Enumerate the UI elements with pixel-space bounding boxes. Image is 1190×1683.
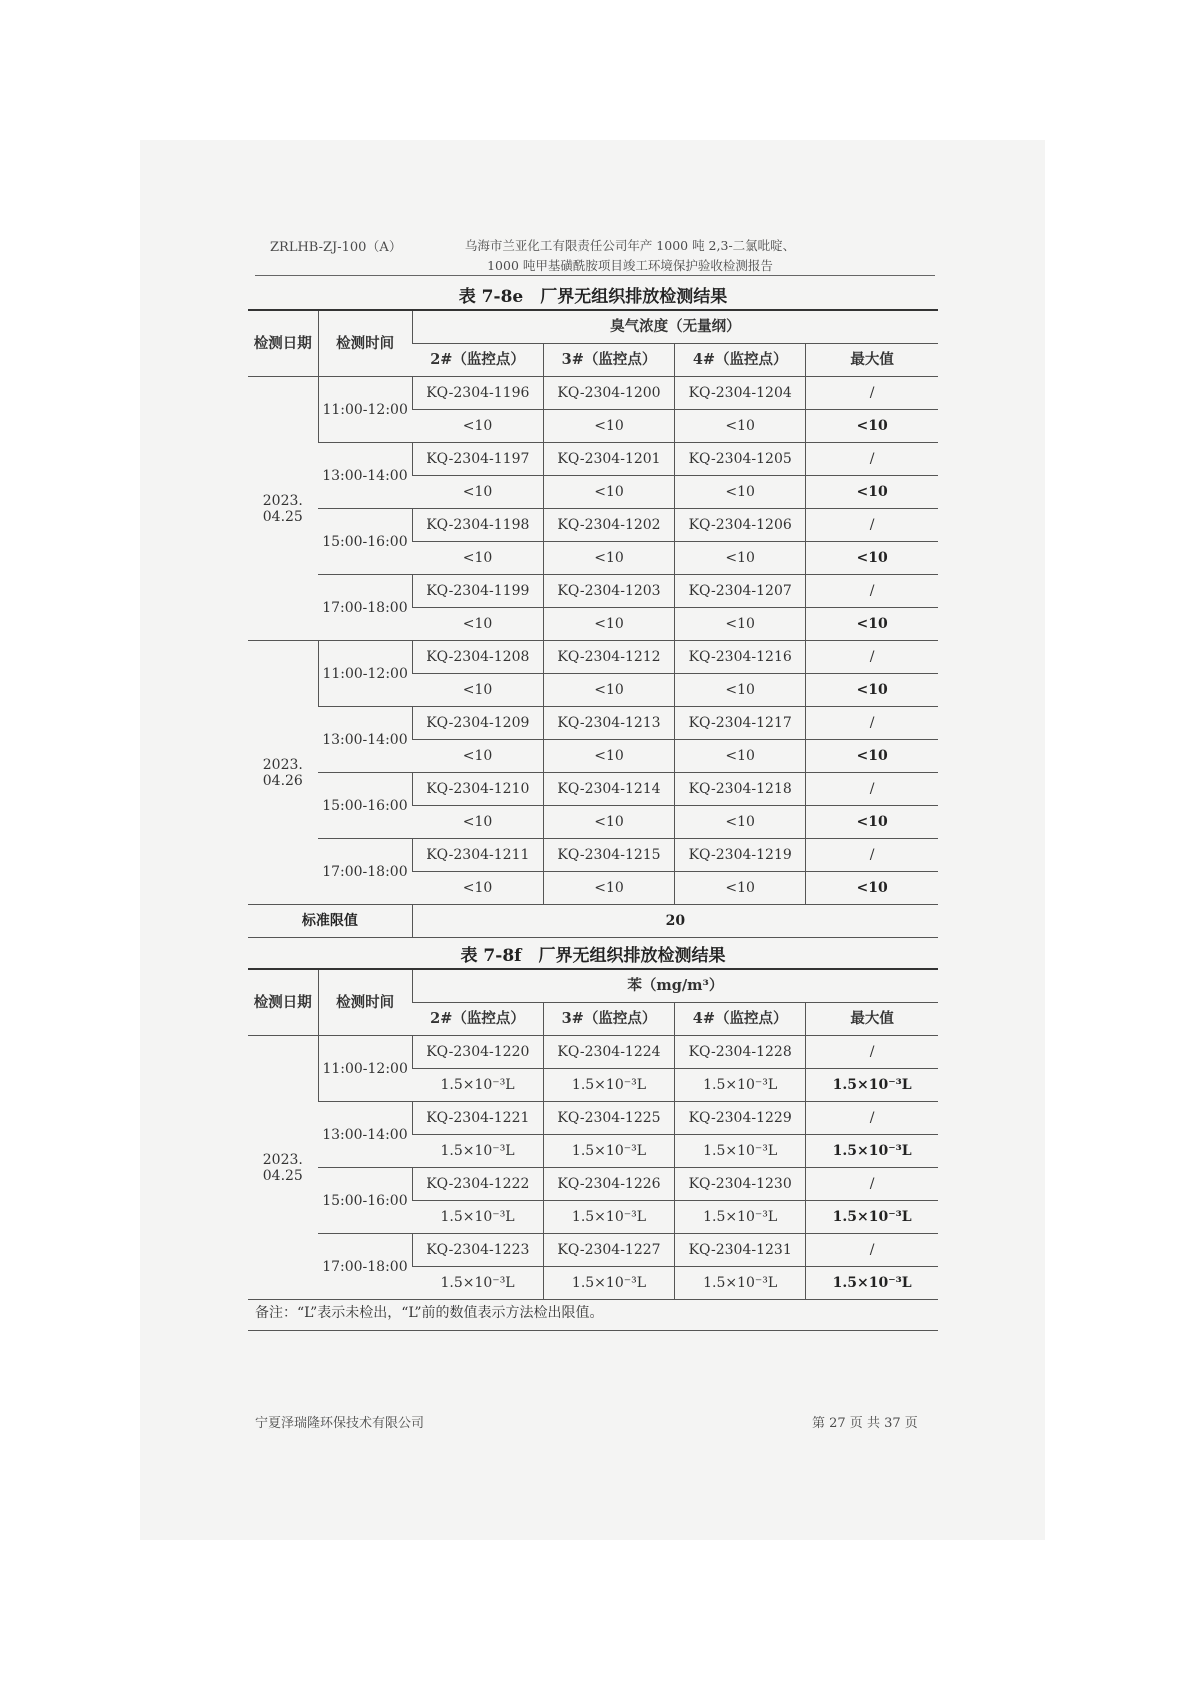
test-time-cell: 11:00-12:00 — [318, 377, 412, 443]
max-placeholder-cell: / — [806, 575, 938, 608]
test-date-cell: 2023. 04.25 — [248, 1036, 318, 1300]
sample-id-row — [248, 1168, 938, 1201]
max-placeholder-cell: / — [806, 509, 938, 542]
result-value-cell: <10 — [543, 410, 674, 443]
sample-id-cell: KQ-2304-1226 — [543, 1168, 674, 1201]
sample-id-cell: KQ-2304-1198 — [412, 509, 543, 542]
sample-id-cell: KQ-2304-1200 — [543, 377, 674, 410]
max-placeholder-cell: / — [806, 443, 938, 476]
table-7-8e-caption: 表 7-8e 厂界无组织排放检测结果 — [458, 287, 728, 307]
result-value-cell: 1.5×10⁻³L — [543, 1201, 674, 1234]
sample-id-cell: KQ-2304-1230 — [675, 1168, 806, 1201]
standard-limit-value: 20 — [412, 905, 938, 938]
sample-id-cell: KQ-2304-1221 — [412, 1102, 543, 1135]
test-time-cell: 13:00-14:00 — [318, 707, 412, 773]
test-time-cell: 15:00-16:00 — [318, 773, 412, 839]
result-value-cell: 1.5×10⁻³L — [412, 1201, 543, 1234]
sample-id-cell: KQ-2304-1227 — [543, 1234, 674, 1267]
sample-id-cell: KQ-2304-1206 — [675, 509, 806, 542]
odor-concentration-table — [248, 309, 938, 938]
header-max-value: 最大值 — [806, 344, 938, 377]
sample-id-cell: KQ-2304-1208 — [412, 641, 543, 674]
result-value-cell: <10 — [675, 542, 806, 575]
sample-id-cell: KQ-2304-1202 — [543, 509, 674, 542]
sample-id-cell: KQ-2304-1201 — [543, 443, 674, 476]
test-date-cell: 2023. 04.26 — [248, 641, 318, 905]
report-title-line-2: 1000 吨甲基磺酰胺项目竣工环境保护验收检测报告 — [487, 258, 773, 273]
result-value-cell: 1.5×10⁻³L — [675, 1069, 806, 1102]
sample-id-row — [248, 839, 938, 872]
max-placeholder-cell: / — [806, 1168, 938, 1201]
test-time-cell: 17:00-18:00 — [318, 575, 412, 641]
sample-id-cell: KQ-2304-1229 — [675, 1102, 806, 1135]
max-placeholder-cell: / — [806, 839, 938, 872]
result-value-cell: <10 — [675, 806, 806, 839]
result-value-cell: <10 — [675, 740, 806, 773]
sample-id-cell: KQ-2304-1225 — [543, 1102, 674, 1135]
sample-id-row — [248, 509, 938, 542]
test-time-cell: 13:00-14:00 — [318, 443, 412, 509]
sample-id-row — [248, 1102, 938, 1135]
sample-id-cell: KQ-2304-1204 — [675, 377, 806, 410]
result-value-cell: <10 — [412, 410, 543, 443]
max-value-cell: <10 — [806, 542, 938, 575]
max-value-cell: 1.5×10⁻³L — [806, 1069, 938, 1102]
max-value-cell: <10 — [806, 410, 938, 443]
footer-company: 宁夏泽瑞隆环保技术有限公司 — [255, 1416, 425, 1431]
sample-id-row — [248, 1234, 938, 1267]
sample-id-cell: KQ-2304-1210 — [412, 773, 543, 806]
result-value-cell: <10 — [543, 542, 674, 575]
sample-id-cell: KQ-2304-1231 — [675, 1234, 806, 1267]
test-time-cell: 15:00-16:00 — [318, 509, 412, 575]
result-value-cell: <10 — [412, 740, 543, 773]
header-test-date: 检测日期 — [248, 310, 318, 377]
sample-id-cell: KQ-2304-1213 — [543, 707, 674, 740]
sample-id-cell: KQ-2304-1224 — [543, 1036, 674, 1069]
sample-id-row — [248, 443, 938, 476]
max-value-cell: <10 — [806, 674, 938, 707]
test-time-cell: 15:00-16:00 — [318, 1168, 412, 1234]
document-code: ZRLHB-ZJ-100（A） — [270, 240, 402, 255]
max-value-cell: 1.5×10⁻³L — [806, 1135, 938, 1168]
sample-id-cell: KQ-2304-1218 — [675, 773, 806, 806]
header-divider — [255, 275, 935, 276]
result-value-cell: <10 — [675, 674, 806, 707]
sample-id-cell: KQ-2304-1197 — [412, 443, 543, 476]
result-value-cell: <10 — [543, 608, 674, 641]
result-value-cell: <10 — [675, 410, 806, 443]
header-parameter: 臭气浓度（无量纲） — [412, 310, 938, 344]
test-time-cell: 13:00-14:00 — [318, 1102, 412, 1168]
result-value-cell: <10 — [412, 674, 543, 707]
sample-id-cell: KQ-2304-1211 — [412, 839, 543, 872]
sample-id-cell: KQ-2304-1205 — [675, 443, 806, 476]
result-value-cell: 1.5×10⁻³L — [412, 1069, 543, 1102]
sample-id-row — [248, 773, 938, 806]
sample-id-cell: KQ-2304-1215 — [543, 839, 674, 872]
result-value-cell: 1.5×10⁻³L — [543, 1135, 674, 1168]
sample-id-cell: KQ-2304-1203 — [543, 575, 674, 608]
report-title-line-1: 乌海市兰亚化工有限责任公司年产 1000 吨 2,3-二氯吡啶、 — [464, 238, 796, 253]
header-point-3: 3#（监控点） — [543, 1003, 674, 1036]
sample-id-cell: KQ-2304-1212 — [543, 641, 674, 674]
result-value-cell: 1.5×10⁻³L — [675, 1267, 806, 1300]
sample-id-row — [248, 377, 938, 410]
standard-limit-label: 标准限值 — [248, 905, 412, 938]
header-point-4: 4#（监控点） — [675, 344, 806, 377]
sample-id-cell: KQ-2304-1199 — [412, 575, 543, 608]
test-time-cell: 11:00-12:00 — [318, 641, 412, 707]
max-placeholder-cell: / — [806, 1234, 938, 1267]
result-value-cell: 1.5×10⁻³L — [412, 1135, 543, 1168]
header-test-date: 检测日期 — [248, 969, 318, 1036]
sample-id-row — [248, 641, 938, 674]
max-value-cell: <10 — [806, 806, 938, 839]
benzene-table — [248, 968, 938, 1300]
result-value-cell: <10 — [412, 806, 543, 839]
result-value-cell: <10 — [675, 608, 806, 641]
header-point-2: 2#（监控点） — [412, 344, 543, 377]
max-value-cell: 1.5×10⁻³L — [806, 1267, 938, 1300]
sample-id-cell: KQ-2304-1223 — [412, 1234, 543, 1267]
test-time-cell: 17:00-18:00 — [318, 839, 412, 905]
report-title — [440, 236, 820, 276]
sample-id-cell: KQ-2304-1217 — [675, 707, 806, 740]
header-parameter: 苯（mg/m³） — [412, 969, 938, 1003]
header-test-time: 检测时间 — [318, 310, 412, 377]
max-value-cell: <10 — [806, 740, 938, 773]
max-value-cell: <10 — [806, 872, 938, 905]
result-value-cell: <10 — [543, 740, 674, 773]
sample-id-row — [248, 575, 938, 608]
max-value-cell: 1.5×10⁻³L — [806, 1201, 938, 1234]
max-placeholder-cell: / — [806, 377, 938, 410]
sample-id-cell: KQ-2304-1209 — [412, 707, 543, 740]
max-placeholder-cell: / — [806, 1102, 938, 1135]
test-time-cell: 11:00-12:00 — [318, 1036, 412, 1102]
result-value-cell: 1.5×10⁻³L — [675, 1135, 806, 1168]
table-7-8f-caption: 表 7-8f 厂界无组织排放检测结果 — [460, 946, 726, 966]
sample-id-cell: KQ-2304-1222 — [412, 1168, 543, 1201]
result-value-cell: <10 — [543, 476, 674, 509]
sample-id-cell: KQ-2304-1196 — [412, 377, 543, 410]
sample-id-cell: KQ-2304-1216 — [675, 641, 806, 674]
test-time-cell: 17:00-18:00 — [318, 1234, 412, 1300]
result-value-cell: 1.5×10⁻³L — [543, 1069, 674, 1102]
max-value-cell: <10 — [806, 476, 938, 509]
max-value-cell: <10 — [806, 608, 938, 641]
test-date-cell: 2023. 04.25 — [248, 377, 318, 641]
result-value-cell: <10 — [543, 872, 674, 905]
header-max-value: 最大值 — [806, 1003, 938, 1036]
footnote: 备注：“L”表示未检出，“L”前的数值表示方法检出限值。 — [255, 1305, 604, 1321]
header-point-4: 4#（监控点） — [675, 1003, 806, 1036]
max-placeholder-cell: / — [806, 1036, 938, 1069]
header-point-3: 3#（监控点） — [543, 344, 674, 377]
result-value-cell: <10 — [543, 806, 674, 839]
sample-id-row — [248, 707, 938, 740]
sample-id-row — [248, 1036, 938, 1069]
sample-id-cell: KQ-2304-1220 — [412, 1036, 543, 1069]
result-value-cell: <10 — [412, 608, 543, 641]
sample-id-cell: KQ-2304-1219 — [675, 839, 806, 872]
result-value-cell: 1.5×10⁻³L — [675, 1201, 806, 1234]
result-value-cell: <10 — [412, 476, 543, 509]
header-point-2: 2#（监控点） — [412, 1003, 543, 1036]
sample-id-cell: KQ-2304-1214 — [543, 773, 674, 806]
footer-page-number: 第 27 页 共 37 页 — [812, 1416, 918, 1431]
result-value-cell: 1.5×10⁻³L — [412, 1267, 543, 1300]
result-value-cell: <10 — [412, 542, 543, 575]
result-value-cell: <10 — [543, 674, 674, 707]
sample-id-cell: KQ-2304-1207 — [675, 575, 806, 608]
max-placeholder-cell: / — [806, 773, 938, 806]
sample-id-cell: KQ-2304-1228 — [675, 1036, 806, 1069]
result-value-cell: <10 — [675, 872, 806, 905]
max-placeholder-cell: / — [806, 707, 938, 740]
max-placeholder-cell: / — [806, 641, 938, 674]
result-value-cell: <10 — [412, 872, 543, 905]
result-value-cell: 1.5×10⁻³L — [543, 1267, 674, 1300]
footnote-divider — [248, 1330, 938, 1331]
result-value-cell: <10 — [675, 476, 806, 509]
header-test-time: 检测时间 — [318, 969, 412, 1036]
